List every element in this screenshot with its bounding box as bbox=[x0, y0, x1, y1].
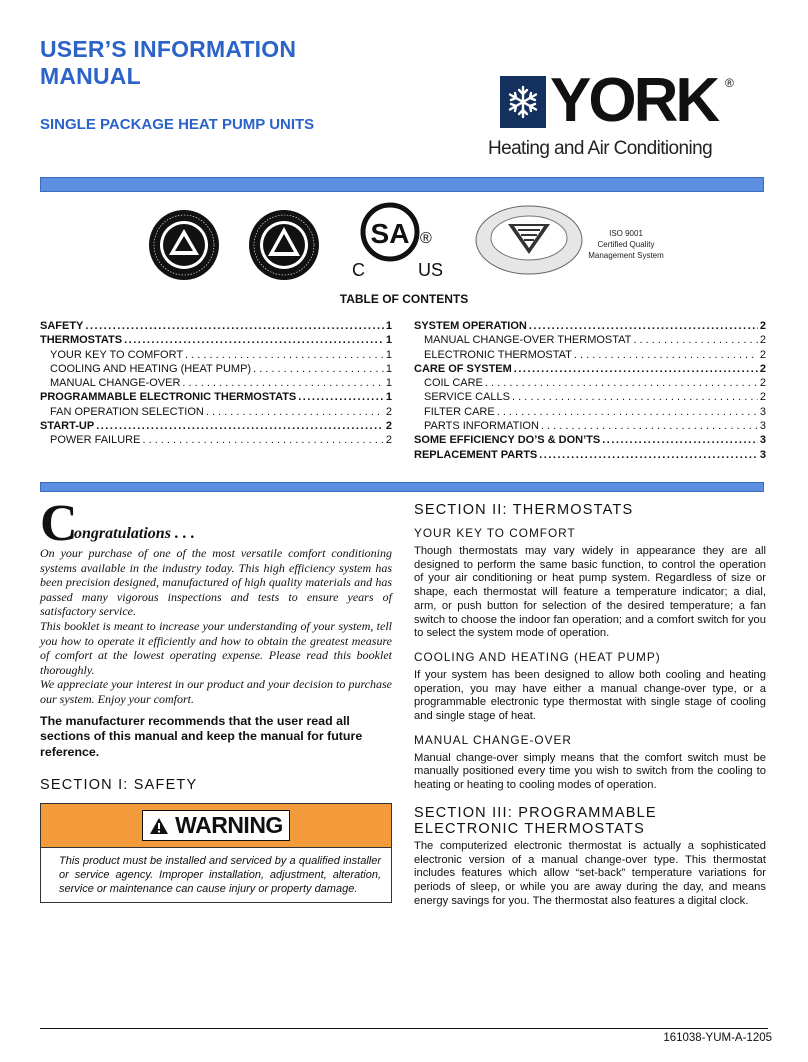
iso-registration-seal bbox=[474, 204, 584, 285]
toc-entry-page: 1 bbox=[385, 348, 392, 361]
toc-leader-dots bbox=[541, 420, 758, 432]
toc-entry bbox=[414, 349, 766, 363]
toc-left-column bbox=[40, 320, 392, 449]
safety-section-heading: SECTION I: SAFETY bbox=[40, 777, 198, 794]
toc-entry-label: SAFETY bbox=[40, 320, 84, 332]
toc-entry-label: SYSTEM OPERATION bbox=[414, 320, 527, 332]
toc-entry-label: MANUAL CHANGE-OVER bbox=[50, 377, 181, 390]
csa-us-label: US bbox=[418, 260, 444, 280]
toc-leader-dots bbox=[485, 377, 758, 389]
toc-entry bbox=[414, 334, 766, 348]
csa-registered-mark: ® bbox=[420, 230, 432, 247]
toc-entry-label: COOLING AND HEATING (HEAT PUMP) bbox=[50, 362, 252, 375]
toc-leader-dots bbox=[253, 363, 384, 375]
toc-entry-label: CARE OF SYSTEM bbox=[414, 362, 512, 375]
toc-entry-page: 2 bbox=[385, 405, 392, 418]
toc-entry bbox=[40, 334, 392, 348]
toc-leader-dots bbox=[512, 391, 758, 403]
snowflake-icon bbox=[500, 76, 546, 128]
toc-leader-dots bbox=[539, 449, 758, 461]
warning-box bbox=[40, 803, 392, 903]
toc-entry bbox=[40, 420, 392, 434]
iso-caption-line1: ISO 9001 bbox=[609, 229, 643, 238]
document-number: 161038-YUM-A-1205 bbox=[663, 1032, 772, 1044]
footer-rule bbox=[40, 1028, 768, 1029]
toc-entry-page: 2 bbox=[759, 362, 766, 375]
manual-title-line2: MANUAL bbox=[40, 63, 141, 89]
warning-badge bbox=[142, 810, 290, 841]
warning-label: WARNING bbox=[175, 812, 283, 839]
toc-leader-dots bbox=[529, 320, 758, 332]
agency-seal-2 bbox=[248, 209, 320, 286]
manual-subtitle: SINGLE PACKAGE HEAT PUMP UNITS bbox=[40, 116, 315, 133]
key-to-comfort-text: Though thermostats may vary widely in appearance they are all designed to perform the same basic function, to control the operation of your air conditioning or heat pump system. Regardless of size or shape, each thermostat will feature a temperature indicator; a dial, arm, or push button for selection of the desired temperature; a fan switch to choose the indoor fan operation; and a comfort switch for you to select the system mode of operation. bbox=[414, 545, 766, 640]
svg-text:SA: SA bbox=[370, 218, 410, 249]
toc-leader-dots bbox=[514, 363, 758, 375]
toc-entry bbox=[40, 406, 392, 420]
toc-entry bbox=[414, 363, 766, 377]
warning-text: This product must be installed and serviced by a qualified installer or service agency. Improper installation, adjustment, alteration, service or maintenance can cause injury or property damage. bbox=[59, 855, 381, 896]
toc-entry-label: START-UP bbox=[40, 420, 95, 433]
iso-caption bbox=[578, 228, 674, 261]
section-divider-bar bbox=[40, 482, 764, 492]
iso-caption-line2: Certified Quality bbox=[597, 240, 655, 249]
toc-leader-dots bbox=[182, 377, 383, 389]
congratulations-heading bbox=[40, 495, 392, 552]
right-column bbox=[414, 496, 766, 908]
toc-entry-label: COIL CARE bbox=[424, 377, 483, 390]
toc-entry-label: PROGRAMMABLE ELECTRONIC THERMOSTATS bbox=[40, 391, 297, 404]
toc-entry-page: 3 bbox=[759, 405, 766, 418]
toc-entry bbox=[40, 363, 392, 377]
toc-entry-page: 2 bbox=[759, 391, 766, 404]
toc-entry-page: 2 bbox=[759, 334, 766, 347]
brand-tagline: Heating and Air Conditioning bbox=[488, 138, 713, 159]
toc-entry-page: 1 bbox=[385, 377, 392, 390]
manual-title-line1: USER’S INFORMATION bbox=[40, 36, 297, 62]
toc-entry bbox=[40, 349, 392, 363]
toc-entry-label: FILTER CARE bbox=[424, 405, 495, 418]
york-logo bbox=[488, 66, 760, 170]
intro-paragraph-3: We appreciate your interest in our product and your decision to purchase our system. Enjoy your comfort. bbox=[40, 677, 392, 706]
toc-entry bbox=[40, 377, 392, 391]
toc-entry bbox=[414, 449, 766, 463]
toc-entry-page: 1 bbox=[385, 334, 392, 347]
toc-entry-page: 1 bbox=[385, 362, 392, 375]
toc-entry-page: 3 bbox=[759, 448, 766, 461]
toc-entry-label: REPLACEMENT PARTS bbox=[414, 448, 538, 461]
toc-entry bbox=[414, 377, 766, 391]
toc-entry-page: 2 bbox=[759, 320, 766, 332]
toc-entry bbox=[414, 420, 766, 434]
toc-entry bbox=[40, 434, 392, 448]
left-column bbox=[40, 496, 392, 903]
toc-entry-label: MANUAL CHANGE-OVER THERMOSTAT bbox=[424, 334, 632, 347]
programmable-section-heading-line1: SECTION III: PROGRAMMABLE bbox=[414, 804, 657, 821]
toc-entry bbox=[40, 391, 392, 405]
intro-paragraph-2: This booklet is meant to increase your understanding of your system, tell you how to operate it efficiently and how to obtain the greatest measure of comfort at the lowest operating expense. Please read this booklet thoroughly. bbox=[40, 618, 392, 677]
warning-triangle-icon bbox=[149, 817, 169, 835]
csa-mark bbox=[350, 202, 450, 282]
toc-right-column bbox=[414, 320, 766, 463]
thermostats-section-heading: SECTION II: THERMOSTATS bbox=[414, 502, 634, 518]
toc-leader-dots bbox=[574, 349, 758, 361]
toc-entry-page: 3 bbox=[759, 420, 766, 433]
toc-entry-label: FAN OPERATION SELECTION bbox=[50, 405, 204, 418]
toc-entry-label: THERMOSTATS bbox=[40, 334, 123, 347]
toc-entry-page: 2 bbox=[759, 377, 766, 390]
toc-leader-dots bbox=[602, 434, 758, 446]
toc-entry-page: 2 bbox=[385, 434, 392, 447]
toc-leader-dots bbox=[124, 334, 384, 346]
toc-leader-dots bbox=[96, 420, 384, 432]
toc-entry-page: 1 bbox=[385, 391, 392, 404]
toc-entry-page: 1 bbox=[385, 320, 392, 332]
iso-caption-line3: Management System bbox=[588, 251, 664, 260]
intro-paragraph-1: On your purchase of one of the most versatile comfort conditioning systems available in the industry today. This high efficiency system has been precision designed, manufactured of high quality materials and has passed many vigorous inspections and tests to ensure years of satisfactory service. bbox=[40, 546, 392, 619]
toc-entry-label: ELECTRONIC THERMOSTAT bbox=[424, 348, 572, 361]
toc-entry-label: PARTS INFORMATION bbox=[424, 420, 539, 433]
toc-entry bbox=[414, 391, 766, 405]
toc-entry-label: SERVICE CALLS bbox=[424, 391, 511, 404]
recommendation-text: The manufacturer recommends that the user read all sections of this manual and keep the manual for future reference. bbox=[40, 713, 363, 759]
csa-c-label: C bbox=[352, 260, 365, 280]
toc-leader-dots bbox=[633, 334, 757, 346]
programmable-section-heading-line2: ELECTRONIC THERMOSTATS bbox=[414, 820, 646, 837]
toc-entry bbox=[414, 320, 766, 334]
congrats-rest: ongratulations . . . bbox=[74, 525, 195, 542]
toc-leader-dots bbox=[142, 434, 383, 446]
toc-entry bbox=[40, 320, 392, 334]
programmable-text: The computerized electronic thermostat is actually a sophisticated electronic version of a manual change-over type. This thermostat includes features which allow “set-back” temperature variations for periods of sleep, or while you are away during the day, and means energy savings for you. The thermostat also features a digital clock. bbox=[414, 839, 766, 907]
header-divider-bar bbox=[40, 177, 764, 192]
brand-registered-mark: ® bbox=[725, 76, 734, 90]
toc-entry bbox=[414, 434, 766, 448]
toc-entry-label: YOUR KEY TO COMFORT bbox=[50, 348, 184, 361]
manual-changeover-text: Manual change-over simply means that the comfort switch must be manually positioned every time you wish to switch from the cooling to heating or heating to cooling modes of operation. bbox=[414, 751, 766, 792]
brand-name: YORK bbox=[550, 66, 718, 135]
agency-seal-1 bbox=[148, 209, 220, 286]
warning-header bbox=[41, 804, 391, 848]
manual-changeover-heading: MANUAL CHANGE-OVER bbox=[414, 732, 572, 747]
toc-leader-dots bbox=[185, 349, 384, 361]
congrats-initial: C bbox=[40, 495, 78, 552]
toc-entry bbox=[414, 406, 766, 420]
toc-entry-page: 3 bbox=[759, 434, 766, 447]
toc-entry-label: POWER FAILURE bbox=[50, 434, 141, 447]
toc-entry-label: SOME EFFICIENCY DO’S & DON’TS bbox=[414, 434, 601, 447]
key-to-comfort-heading: YOUR KEY TO COMFORT bbox=[414, 526, 576, 540]
cooling-heating-text: If your system has been designed to allow both cooling and heating operation, you may have either a manual change-over type, or a programmable electronic type thermostat with single stage of cooling and single stage of heat. bbox=[414, 668, 766, 723]
toc-leader-dots bbox=[298, 391, 384, 403]
toc-entry-page: 2 bbox=[759, 348, 766, 361]
toc-leader-dots bbox=[206, 406, 384, 418]
cooling-heating-heading: COOLING AND HEATING (HEAT PUMP) bbox=[414, 649, 661, 664]
toc-leader-dots bbox=[85, 320, 383, 332]
toc-title: TABLE OF CONTENTS bbox=[339, 292, 469, 306]
toc-entry-page: 2 bbox=[385, 420, 392, 433]
toc-leader-dots bbox=[497, 406, 758, 418]
